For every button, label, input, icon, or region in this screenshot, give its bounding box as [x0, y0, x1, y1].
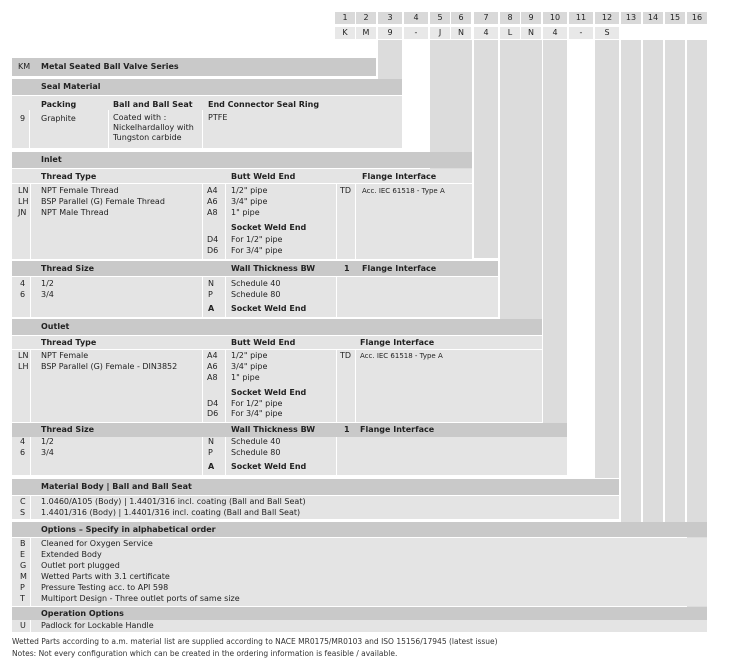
outlet-type-body: [12, 336, 542, 422]
outlet-size-body: [12, 437, 567, 475]
inlet-thread-code: LN: [18, 186, 29, 195]
inlet-wall-header: Wall Thickness BW: [231, 264, 316, 273]
position-1: 1: [335, 12, 355, 24]
outlet-thread-code: LN: [18, 351, 29, 360]
seal-end-header: End Connector Seal Ring: [208, 100, 320, 109]
material-label: 1.4401/316 (Body) | 1.4401/316 incl. coating (Ball and Ball Seat): [41, 508, 301, 517]
options-title: Options – Specify in alphabetical order: [41, 525, 216, 534]
outlet-butt-header: Butt Weld End: [231, 338, 296, 347]
column-outlet-type: [500, 40, 542, 322]
inlet-butt-code: A4: [207, 186, 218, 195]
inlet-thread-code: LH: [18, 197, 29, 206]
divider: [336, 277, 337, 317]
inlet-thread-label: NPT Female Thread: [41, 186, 119, 195]
inlet-title: Inlet: [41, 155, 62, 164]
column-inlet-size: [474, 40, 498, 258]
divider: [12, 349, 542, 350]
inlet-wall-socket-code: A: [208, 304, 215, 313]
inlet-butt-label: 1/2" pipe: [231, 186, 268, 195]
column-outlet-size: [543, 40, 567, 426]
outlet-size-label: 3/4: [41, 448, 54, 457]
position-7: 7: [474, 12, 498, 24]
outlet-socket-code: D6: [207, 409, 219, 418]
inlet-socket-label: For 3/4" pipe: [231, 246, 283, 255]
seal-ball-line1: Coated with :: [113, 113, 167, 122]
divider: [225, 349, 226, 422]
material-code: C: [20, 497, 26, 506]
column-options-15: [665, 40, 685, 522]
outlet-socket-label: For 3/4" pipe: [231, 409, 283, 418]
position-14: 14: [643, 12, 663, 24]
value-1: K: [335, 27, 355, 39]
divider: [30, 277, 31, 317]
outlet-butt-code: A6: [207, 362, 218, 371]
position-12: 12: [595, 12, 619, 24]
seal-packing: Graphite: [41, 114, 76, 123]
position-4: 4: [404, 12, 428, 24]
outlet-wall-header: Wall Thickness BW: [231, 425, 316, 434]
operation-body: [12, 620, 707, 632]
value-12: S: [595, 27, 619, 39]
option-code: B: [20, 539, 26, 548]
divider: [30, 496, 31, 519]
inlet-butt-label: 3/4" pipe: [231, 197, 268, 206]
outlet-size-code: 4: [20, 437, 26, 446]
divider: [355, 183, 356, 259]
outlet-socket-label: For 1/2" pipe: [231, 399, 283, 408]
position-16: 16: [687, 12, 707, 24]
notes-nace: Wetted Parts according to a.m. material list are supplied according to NACE MR0175/MR0103 and ISO 15156/17945 (latest issue): [12, 637, 498, 646]
outlet-butt-label: 3/4" pipe: [231, 362, 268, 371]
position-15: 15: [665, 12, 685, 24]
inlet-title-bar: [12, 152, 472, 168]
seal-ball-line2: Nickelhardalloy with: [113, 123, 194, 132]
options-title-bar: [12, 522, 707, 537]
value-9: N: [521, 27, 541, 39]
seal-code: 9: [20, 114, 26, 123]
option-code: P: [20, 583, 25, 592]
value-2: M: [356, 27, 376, 39]
divider: [12, 183, 472, 184]
inlet-wall-socket-label: Socket Weld End: [231, 304, 307, 313]
divider: [30, 349, 31, 422]
inlet-flange-code: TD: [340, 186, 352, 195]
divider: [30, 538, 31, 606]
position-10: 10: [543, 12, 567, 24]
column-options-13: [621, 40, 641, 522]
outlet-title: Outlet: [41, 322, 70, 331]
inlet-wall-code: N: [208, 279, 214, 288]
material-code: S: [20, 508, 26, 517]
position-8: 8: [500, 12, 520, 24]
outlet-flange-header: Flange Interface: [360, 338, 435, 347]
outlet-thread-label: BSP Parallel (G) Female - DIN3852: [41, 362, 178, 371]
inlet-wall-code: P: [208, 290, 213, 299]
outlet-socket-code: D4: [207, 399, 219, 408]
notes-feasibility: Notes: Not every configuration which can be created in the ordering information is feasible / available.: [12, 649, 398, 658]
outlet-flange-label: Acc. IEC 61518 - Type A: [360, 352, 443, 360]
divider: [336, 437, 337, 475]
divider: [336, 183, 337, 259]
divider: [108, 110, 109, 148]
seal-packing-header: Packing: [41, 100, 77, 109]
position-6: 6: [451, 12, 471, 24]
divider: [336, 349, 337, 422]
outlet-wall-code: N: [208, 437, 214, 446]
option-code: G: [20, 561, 27, 570]
position-5: 5: [430, 12, 450, 24]
value-6: N: [451, 27, 471, 39]
inlet-size-code: 4: [20, 279, 26, 288]
seal-ball-header: Ball and Ball Seat: [113, 100, 193, 109]
divider: [202, 349, 203, 422]
inlet-butt-label: 1" pipe: [231, 208, 260, 217]
divider: [202, 110, 203, 148]
inlet-size-code: 6: [20, 290, 26, 299]
inlet-size-title-bar: [12, 261, 498, 276]
position-3: 3: [378, 12, 402, 24]
divider: [202, 183, 203, 259]
position-2: 2: [356, 12, 376, 24]
column-material: [595, 40, 619, 478]
value-4: -: [404, 27, 428, 39]
outlet-wall-label: Schedule 40: [231, 437, 281, 446]
inlet-wall-label: Schedule 40: [231, 279, 281, 288]
inlet-size-label: 1/2: [41, 279, 54, 288]
inlet-thread-code: JN: [18, 208, 27, 217]
outlet-butt-label: 1/2" pipe: [231, 351, 268, 360]
operation-title: Operation Options: [41, 609, 124, 618]
outlet-size-label: 1/2: [41, 437, 54, 446]
position-9: 9: [521, 12, 541, 24]
value-3: 9: [378, 27, 402, 39]
material-label: 1.0460/A105 (Body) | 1.4401/316 incl. coating (Ball and Ball Seat): [41, 497, 306, 506]
divider: [30, 183, 31, 259]
inlet-flange-header: Flange Interface: [362, 172, 437, 181]
inlet-flange2-code: 1: [344, 264, 350, 273]
option-code: E: [20, 550, 26, 559]
divider: [225, 277, 226, 317]
option-code: T: [20, 594, 25, 603]
outlet-thread-label: NPT Female: [41, 351, 89, 360]
series-row: [12, 58, 376, 76]
seal-end: PTFE: [208, 113, 228, 122]
outlet-butt-label: 1" pipe: [231, 373, 260, 382]
series-label: Metal Seated Ball Valve Series: [41, 62, 179, 71]
outlet-flange-code: TD: [340, 351, 352, 360]
divider: [30, 437, 31, 475]
operation-code: U: [20, 621, 26, 630]
divider: [29, 110, 30, 148]
inlet-flange-label: Acc. IEC 61518 - Type A: [362, 187, 445, 195]
option-label: Cleaned for Oxygen Service: [41, 539, 153, 548]
divider: [225, 437, 226, 475]
column-seal: [378, 40, 402, 80]
seal-ball-line3: Tungston carbide: [113, 133, 182, 142]
inlet-thread-label: BSP Parallel (G) Female Thread: [41, 197, 165, 206]
value-10: 4: [543, 27, 567, 39]
inlet-butt-code: A6: [207, 197, 218, 206]
outlet-thread-code: LH: [18, 362, 29, 371]
operation-label: Padlock for Lockable Handle: [41, 621, 154, 630]
outlet-wall-label: Schedule 80: [231, 448, 281, 457]
value-8: L: [500, 27, 520, 39]
series-code: KM: [18, 62, 31, 71]
outlet-thread-header: Thread Type: [41, 338, 97, 347]
inlet-thread-header: Thread Type: [41, 172, 97, 181]
divider: [225, 183, 226, 259]
material-body: [12, 496, 619, 519]
divider: [355, 349, 356, 422]
material-title-bar: [12, 479, 619, 495]
material-title: Material Body | Ball and Ball Seat: [41, 482, 192, 491]
outlet-title-bar: [12, 319, 542, 335]
inlet-socket-label: For 1/2" pipe: [231, 235, 283, 244]
divider: [30, 620, 31, 632]
inlet-butt-header: Butt Weld End: [231, 172, 296, 181]
seal-title-bar: [12, 79, 402, 95]
column-options-14: [643, 40, 663, 522]
option-label: Extended Body: [41, 550, 102, 559]
outlet-socket-header: Socket Weld End: [231, 388, 307, 397]
position-13: 13: [621, 12, 641, 24]
inlet-socket-code: D4: [207, 235, 219, 244]
value-7: 4: [474, 27, 498, 39]
inlet-socket-header: Socket Weld End: [231, 223, 307, 232]
inlet-flange2-header: Flange Interface: [362, 264, 437, 273]
outlet-flange2-code: 1: [344, 425, 350, 434]
inlet-type-body: [12, 169, 472, 259]
option-label: Pressure Testing acc. to API 598: [41, 583, 169, 592]
outlet-wall-socket-label: Socket Weld End: [231, 462, 307, 471]
outlet-wall-socket-code: A: [208, 462, 215, 471]
outlet-size-title-bar: [12, 423, 567, 437]
inlet-wall-label: Schedule 80: [231, 290, 281, 299]
outlet-butt-code: A8: [207, 373, 218, 382]
divider: [202, 437, 203, 475]
option-label: Outlet port plugged: [41, 561, 120, 570]
value-11: -: [569, 27, 593, 39]
inlet-socket-code: D6: [207, 246, 219, 255]
seal-body: [12, 96, 402, 148]
outlet-butt-code: A4: [207, 351, 218, 360]
operation-title-bar: [12, 607, 707, 620]
options-body: [12, 538, 707, 606]
inlet-thread-label: NPT Male Thread: [41, 208, 109, 217]
outlet-size-header: Thread Size: [41, 425, 95, 434]
position-11: 11: [569, 12, 593, 24]
value-5: J: [430, 27, 450, 39]
inlet-size-header: Thread Size: [41, 264, 95, 273]
inlet-size-body: [12, 277, 498, 317]
option-code: M: [20, 572, 27, 581]
outlet-wall-code: P: [208, 448, 213, 457]
option-label: Multiport Design - Three outlet ports of same size: [41, 594, 240, 603]
inlet-size-label: 3/4: [41, 290, 54, 299]
inlet-butt-code: A8: [207, 208, 218, 217]
outlet-size-code: 6: [20, 448, 26, 457]
seal-title: Seal Material: [41, 82, 101, 91]
outlet-flange2-header: Flange Interface: [360, 425, 435, 434]
option-label: Wetted Parts with 3.1 certificate: [41, 572, 170, 581]
divider: [202, 277, 203, 317]
